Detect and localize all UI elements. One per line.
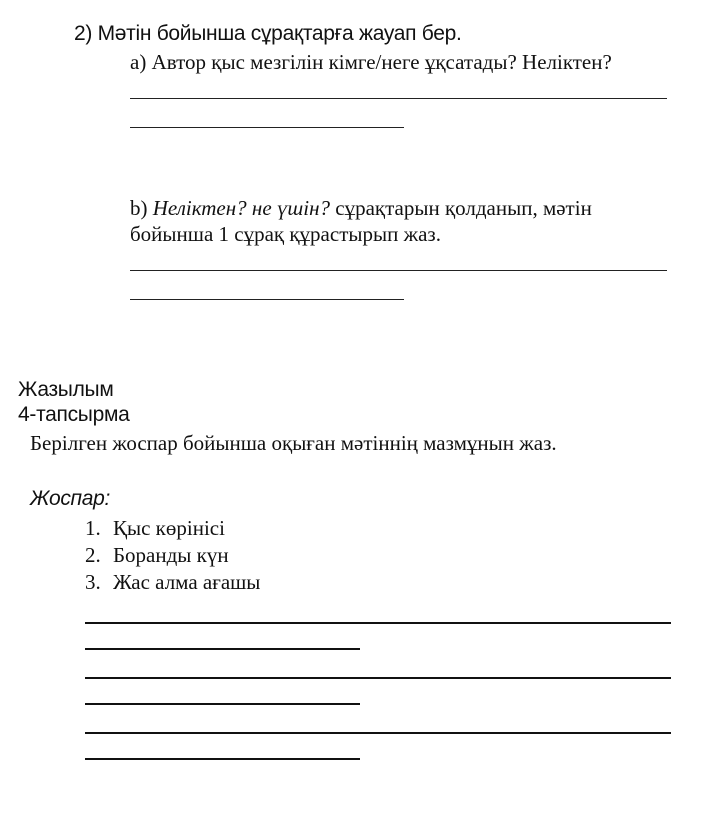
writing-line-1[interactable]: [85, 622, 671, 624]
task-heading: 4-тапсырма: [18, 403, 130, 426]
plan-item-number: 3.: [85, 570, 101, 594]
plan-item-1: [85, 516, 225, 541]
task-instruction: Берілген жоспар бойынша оқыған мәтіннің мазмұнын жаз.: [30, 431, 557, 455]
plan-item-number: 1.: [85, 516, 101, 540]
plan-item-text: Боранды күн: [113, 543, 229, 567]
plan-item-3: [85, 570, 260, 595]
writing-line-5[interactable]: [85, 732, 671, 734]
plan-label: Жоспар:: [30, 487, 111, 510]
question-a-text: а) Автор қыс мезгілін кімге/неге ұқсатады? Неліктен?: [130, 50, 612, 74]
writing-line-6[interactable]: [85, 758, 360, 760]
writing-line-2[interactable]: [85, 648, 360, 650]
answer-line-a1[interactable]: [130, 98, 667, 99]
answer-line-a2[interactable]: [130, 127, 404, 128]
answer-line-b1[interactable]: [130, 270, 667, 271]
question-b-text: [130, 196, 592, 221]
question-b-rest: сұрақтарын қолданып, мәтін: [330, 196, 592, 220]
plan-item-text: Жас алма ағашы: [113, 570, 261, 594]
question-b-line2: бойынша 1 сұрақ құрастырып жаз.: [130, 222, 441, 246]
plan-item-text: Қыс көрінісі: [113, 516, 225, 540]
writing-line-3[interactable]: [85, 677, 671, 679]
plan-item-number: 2.: [85, 543, 101, 567]
writing-line-4[interactable]: [85, 703, 360, 705]
question-2-title: 2) Мәтін бойынша сұрақтарға жауап бер.: [74, 22, 462, 45]
plan-item-2: [85, 543, 229, 568]
section-heading: Жазылым: [18, 378, 114, 401]
question-b-italic: Неліктен? не үшін?: [152, 196, 330, 220]
question-b-prefix: b): [130, 196, 153, 220]
answer-line-b2[interactable]: [130, 299, 404, 300]
